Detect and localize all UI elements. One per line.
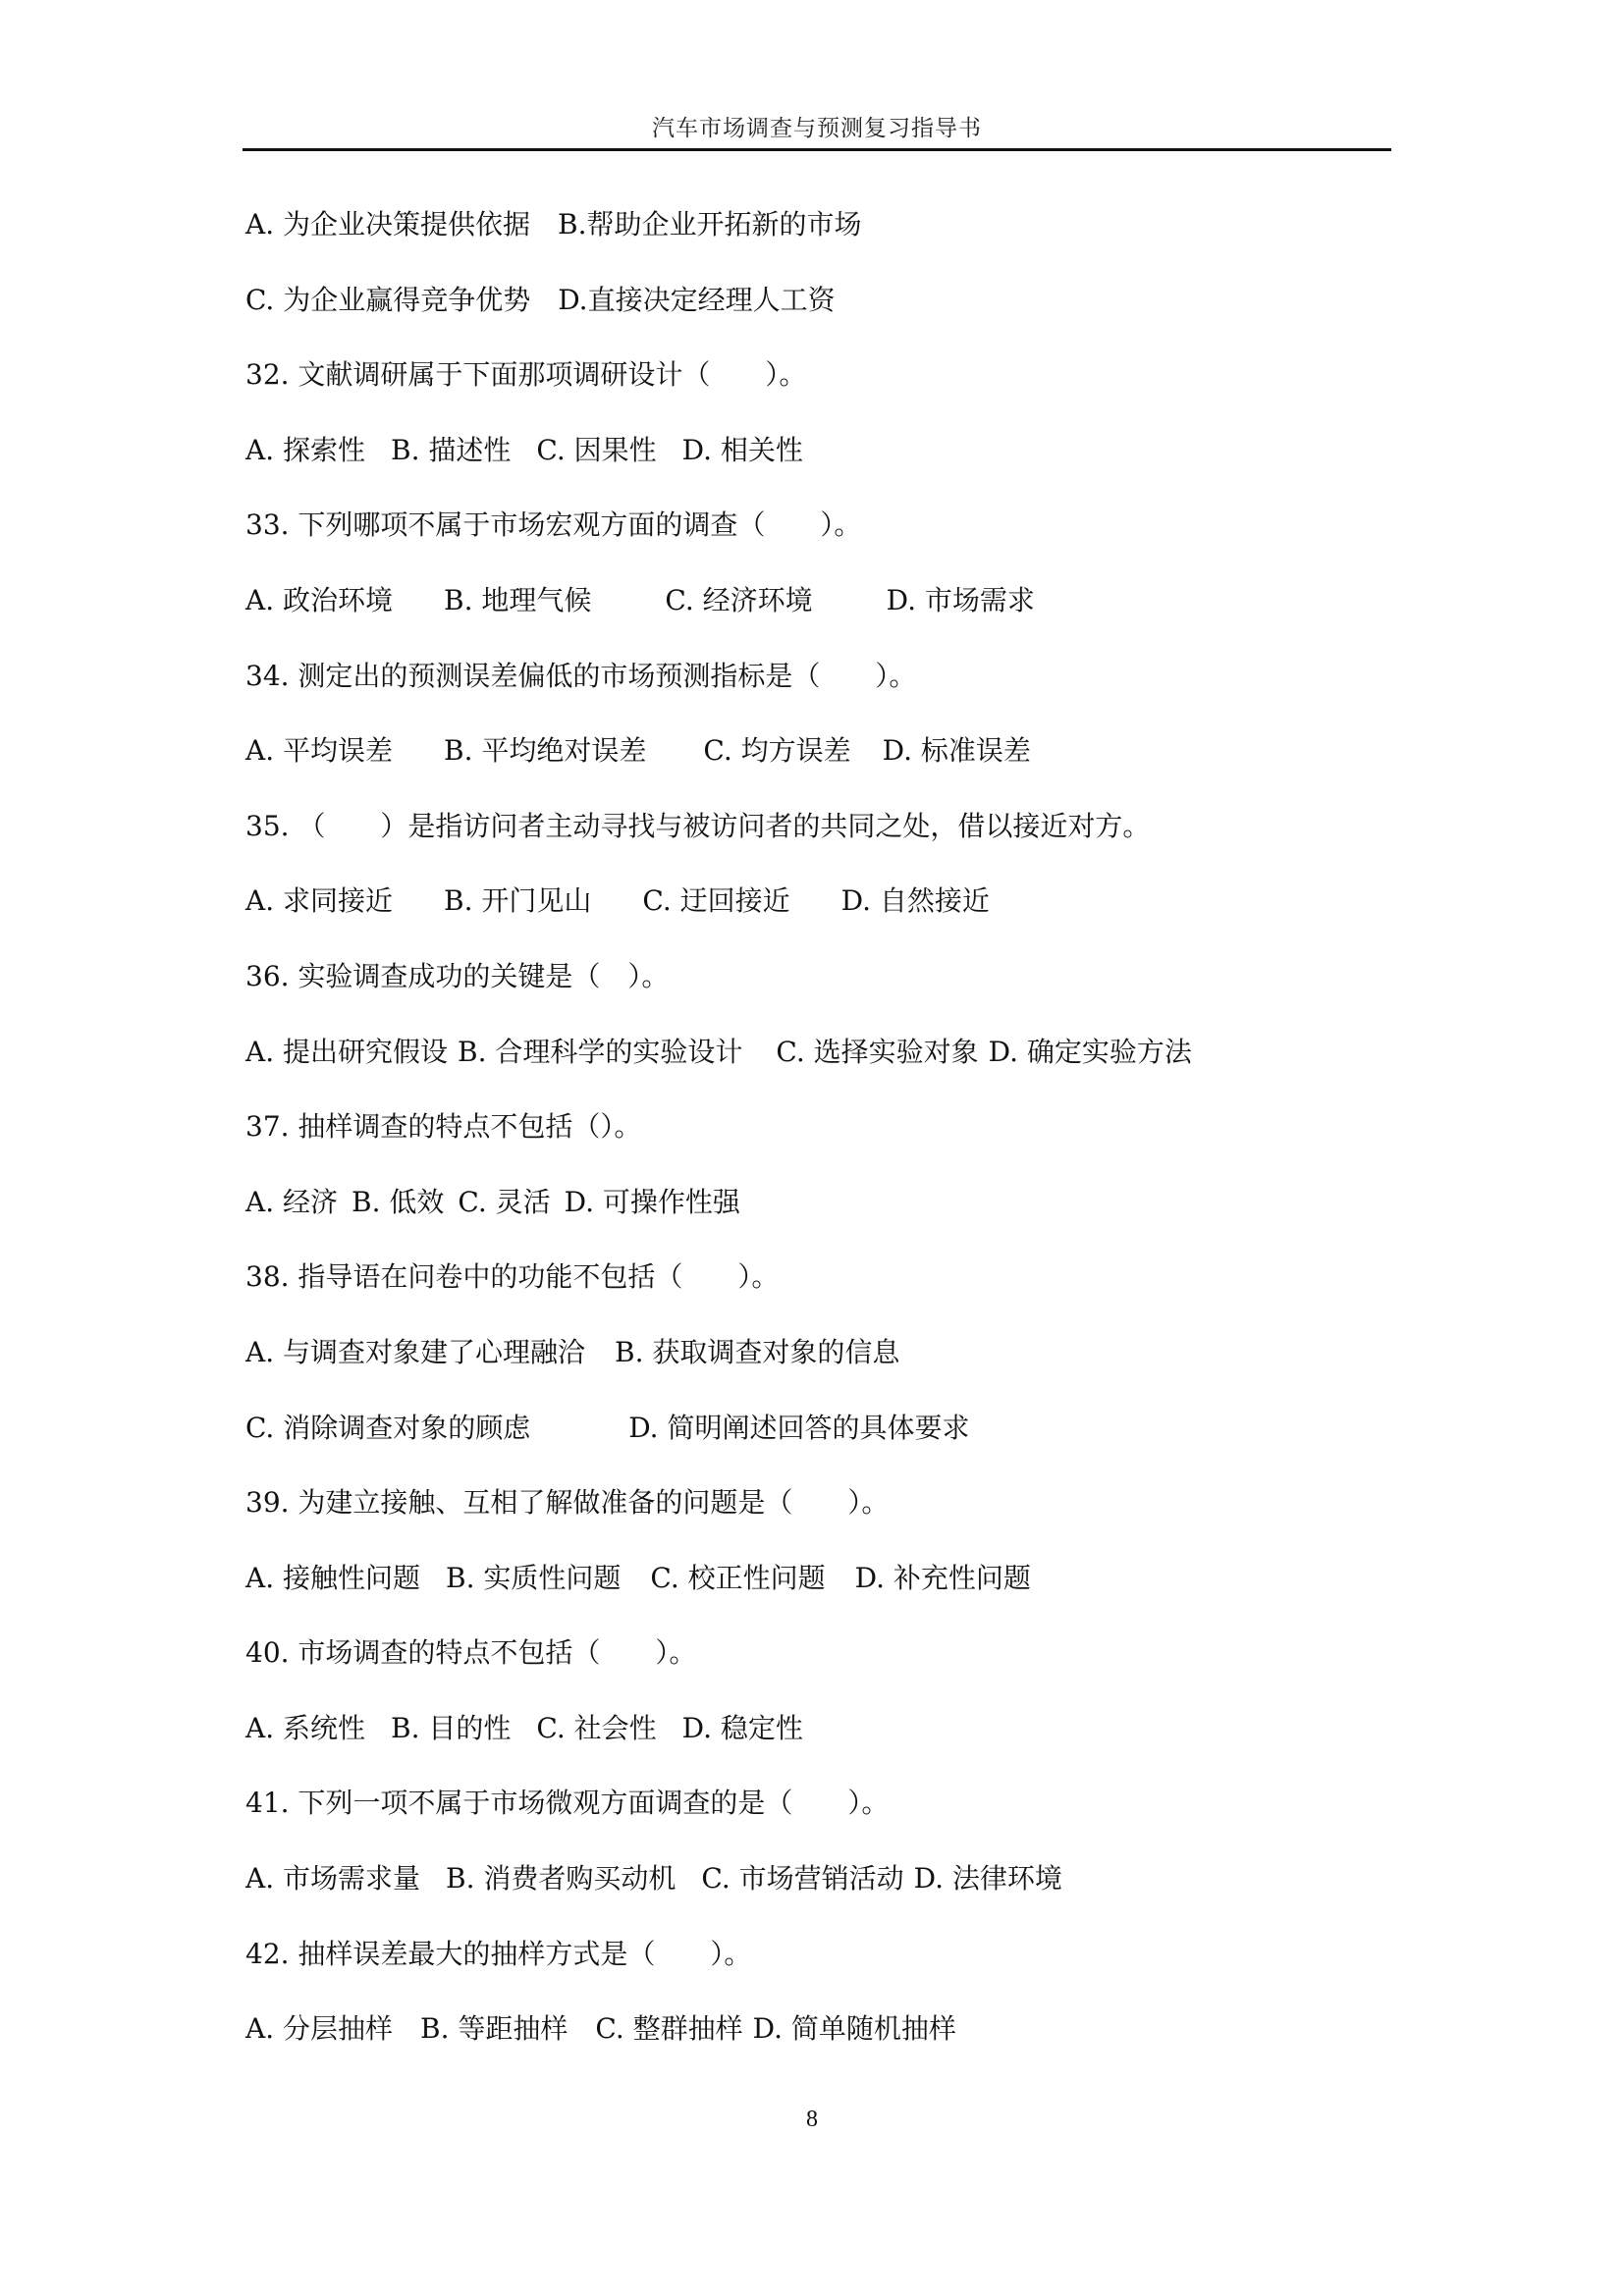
answer-option: A. 政治环境	[245, 583, 394, 616]
answer-option: B. 获取调查对象的信息	[615, 1335, 900, 1368]
answer-option: C. 均方误差	[703, 734, 851, 768]
answer-option: A. 探索性	[245, 433, 366, 466]
question-stem: 41. 下列一项不属于市场微观方面调查的是（ ）。	[245, 1787, 890, 1820]
answer-option: C. 经济环境	[665, 583, 813, 616]
answer-option: D. 简单随机抽样	[752, 2012, 956, 2046]
answer-options	[245, 200, 1384, 276]
page-number: 8	[806, 2107, 818, 2132]
answer-option: A. 分层抽样	[245, 2012, 394, 2046]
answer-option: C. 选择实验对象	[776, 1035, 979, 1068]
answer-options	[245, 1028, 1384, 1103]
answer-option: C. 市场营销活动	[701, 1862, 904, 1896]
answer-option: C. 灵活	[458, 1185, 551, 1218]
question-stem: 38. 指导语在问卷中的功能不包括（ ）。	[245, 1260, 780, 1294]
answer-option: D. 可操作性强	[564, 1185, 740, 1218]
answer-option: C. 社会性	[536, 1711, 657, 1744]
answer-option: B. 合理科学的实验设计	[458, 1035, 743, 1068]
answer-options	[245, 1854, 1384, 1930]
answer-option: A. 平均误差	[245, 734, 394, 768]
answer-option: C. 迂回接近	[642, 884, 790, 918]
question-stem: 42. 抽样误差最大的抽样方式是（ ）。	[245, 1937, 752, 1970]
question-stem: 37. 抽样调查的特点不包括（）。	[245, 1110, 642, 1144]
answer-option: B. 低效	[352, 1185, 445, 1218]
answer-option: D. 简明阐述回答的具体要求	[628, 1411, 970, 1444]
answer-option: B. 实质性问题	[446, 1561, 622, 1594]
question-stem: 35. （ ）是指访问者主动寻找与被访问者的共同之处，借以接近对方。	[245, 809, 1151, 842]
question-stem: 33. 下列哪项不属于市场宏观方面的调查（ ）。	[245, 508, 862, 542]
answer-option: D. 相关性	[681, 433, 803, 466]
question-stem: 32. 文献调研属于下面那项调研设计（ ）。	[245, 358, 807, 392]
answer-option: A. 经济	[245, 1185, 339, 1218]
answer-option: B. 目的性	[391, 1711, 512, 1744]
answer-option: D. 市场需求	[886, 583, 1035, 616]
question-stem: 39. 为建立接触、互相了解做准备的问题是（ ）。	[245, 1486, 890, 1520]
answer-options	[245, 1554, 1384, 1629]
answer-option: B. 平均绝对误差	[444, 734, 647, 768]
running-header: 汽车市场调查与预测复习指导书	[652, 116, 982, 141]
question-stem: 36. 实验调查成功的关键是（ ）。	[245, 959, 670, 992]
answer-options	[245, 1704, 1384, 1780]
answer-option: B. 开门见山	[444, 884, 592, 918]
answer-option: D. 确定实验方法	[988, 1035, 1192, 1068]
answer-option: C. 消除调查对象的顾虑	[245, 1411, 531, 1444]
answer-options	[245, 426, 1384, 502]
answer-option: D. 自然接近	[840, 884, 990, 918]
question-list	[245, 200, 1384, 2080]
answer-options	[245, 576, 1384, 652]
answer-option: B. 地理气候	[444, 583, 592, 616]
question-stem: 40. 市场调查的特点不包括（ ）。	[245, 1636, 697, 1670]
answer-option: A. 系统性	[245, 1711, 366, 1744]
answer-option: C. 整群抽样	[595, 2012, 743, 2046]
answer-option: D. 稳定性	[681, 1711, 803, 1744]
question-stem: 34. 测定出的预测误差偏低的市场预测指标是（ ）。	[245, 659, 917, 692]
answer-option: D. 标准误差	[882, 734, 1031, 768]
answer-option: C. 为企业赢得竞争优势	[245, 283, 531, 316]
answer-option: D. 法律环境	[913, 1862, 1062, 1896]
answer-option: D.直接决定经理人工资	[558, 283, 836, 316]
answer-option: A. 为企业决策提供依据	[245, 208, 531, 240]
answer-option: B. 描述性	[391, 433, 512, 466]
answer-option: A. 提出研究假设	[245, 1035, 449, 1068]
answer-option: B. 消费者购买动机	[446, 1862, 677, 1896]
answer-option: C. 因果性	[536, 433, 657, 466]
answer-options	[245, 726, 1384, 802]
answer-option: B. 等距抽样	[420, 2012, 568, 2046]
answer-options	[245, 1178, 1384, 1254]
answer-option: D. 补充性问题	[854, 1561, 1031, 1594]
header-rule	[243, 148, 1391, 151]
answer-option: B.帮助企业开拓新的市场	[558, 208, 862, 240]
answer-option: A. 求同接近	[245, 884, 394, 918]
answer-option: A. 市场需求量	[245, 1862, 421, 1896]
answer-options	[245, 1328, 1384, 1404]
answer-options	[245, 2004, 1384, 2080]
answer-options	[245, 1404, 1384, 1479]
answer-option: A. 与调查对象建了心理融洽	[245, 1335, 586, 1368]
answer-option: C. 校正性问题	[650, 1561, 826, 1594]
answer-options	[245, 276, 1384, 351]
answer-option: A. 接触性问题	[245, 1561, 421, 1594]
answer-options	[245, 877, 1384, 952]
